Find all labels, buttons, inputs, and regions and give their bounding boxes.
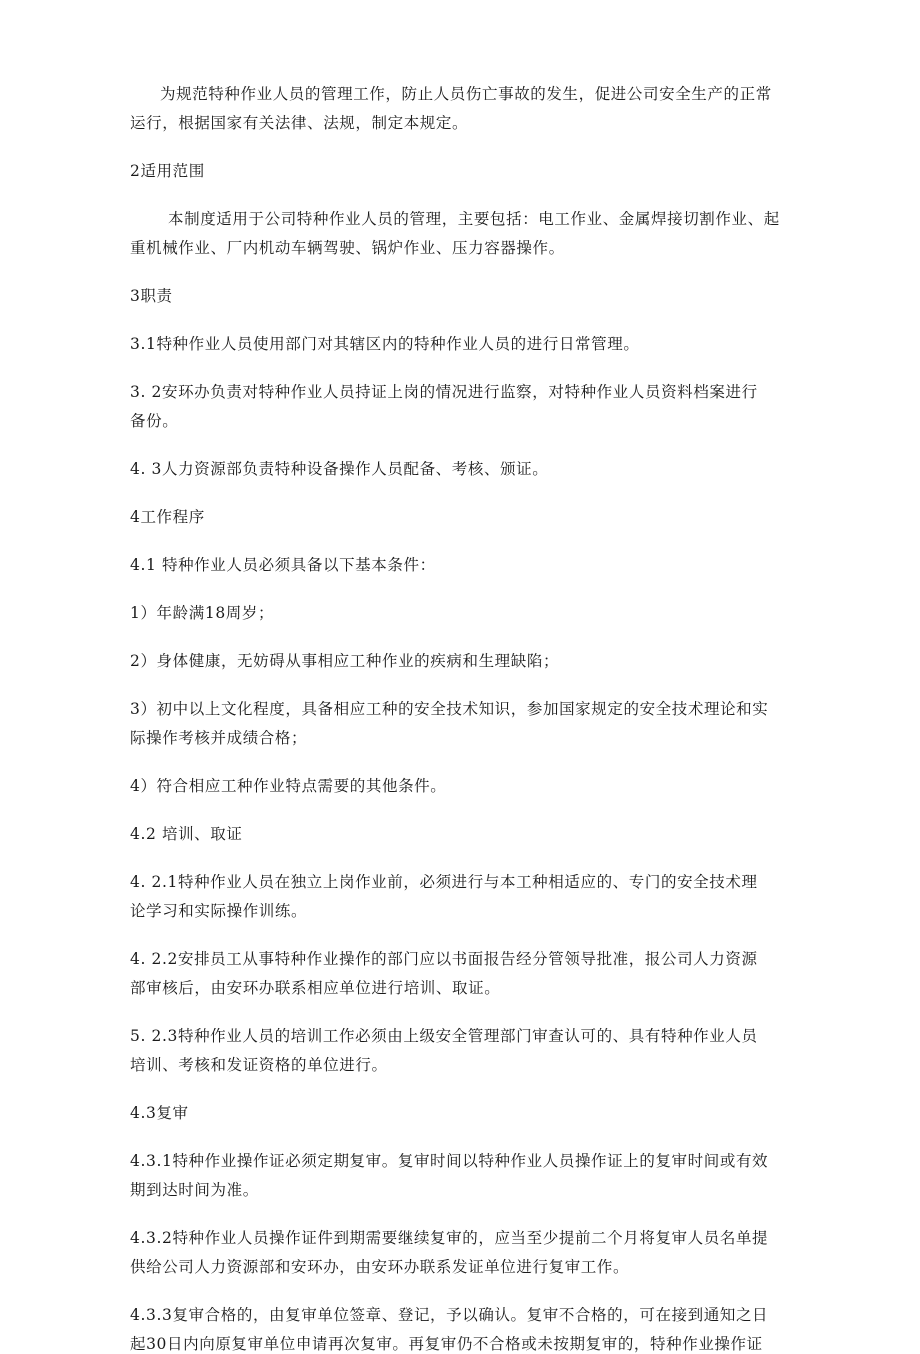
intro-line-1: 为规范特种作业人员的管理工作，防止人员伤亡事故的发生，促进公司安全生产的正常	[160, 85, 772, 103]
review-4-3-2-line-1: 4.3.2特种作业人员操作证件到期需要继续复审的，应当至少提前二个月将复审人员名单提	[130, 1229, 769, 1247]
training-4-2-3-line-2: 培训、考核和发证资格的单位进行。	[130, 1056, 388, 1074]
condition-4: 4）符合相应工种作业特点需要的其他条件。	[130, 777, 447, 795]
training-4-2-2-line-2: 部审核后，由安环办联系相应单位进行培训、取证。	[130, 979, 501, 997]
scope-line-2: 重机械作业、厂内机动车辆驾驶、锅炉作业、压力容器操作。	[130, 239, 565, 257]
training-4-2-1-line-1: 4. 2.1特种作业人员在独立上岗作业前，必须进行与本工种相适应的、专门的安全技术理	[130, 873, 758, 891]
procedure-4-1: 4.1 特种作业人员必须具备以下基本条件：	[130, 556, 436, 574]
subheading-training: 4.2 培训、取证	[130, 825, 243, 843]
training-4-2-3-line-1: 5. 2.3特种作业人员的培训工作必须由上级安全管理部门审查认可的、具有特种作业人员	[130, 1027, 758, 1045]
training-4-2-1-line-2: 论学习和实际操作训练。	[130, 902, 308, 920]
duty-3-2-line-2: 备份。	[130, 412, 179, 430]
condition-3-line-1: 3）初中以上文化程度，具备相应工种的安全技术知识，参加国家规定的安全技术理论和实	[130, 700, 769, 718]
intro-line-2: 运行，根据国家有关法律、法规，制定本规定。	[130, 114, 469, 132]
duty-3-1: 3.1特种作业人员使用部门对其辖区内的特种作业人员的进行日常管理。	[130, 335, 640, 353]
training-4-2-2-line-1: 4. 2.2安排员工从事特种作业操作的部门应以书面报告经分管领导批准，报公司人力资源	[130, 950, 758, 968]
condition-1: 1）年龄满18周岁；	[130, 604, 275, 622]
scope-line-1: 本制度适用于公司特种作业人员的管理，主要包括：电工作业、金属焊接切割作业、起	[168, 210, 780, 228]
review-4-3-2-line-2: 供给公司人力资源部和安环办，由安环办联系发证单位进行复审工作。	[130, 1258, 630, 1276]
condition-2: 2）身体健康，无妨碍从事相应工种作业的疾病和生理缺陷；	[130, 652, 560, 670]
duty-3-2-line-1: 3. 2安环办负责对特种作业人员持证上岗的情况进行监察，对特种作业人员资料档案进行	[130, 383, 758, 401]
condition-3-line-2: 际操作考核并成绩合格；	[130, 729, 308, 747]
review-4-3-3-line-1: 4.3.3复审合格的，由复审单位签章、登记，予以确认。复审不合格的，可在接到通知之日	[130, 1306, 769, 1324]
review-4-3-1-line-2: 期到达时间为准。	[130, 1181, 259, 1199]
review-4-3-3-line-2: 起30日内向原复审单位申请再次复审。再复审仍不合格或未按期复审的，特种作业操作证	[130, 1335, 763, 1353]
section-heading-scope: 2适用范围	[130, 162, 205, 180]
section-heading-procedure: 4工作程序	[130, 508, 205, 526]
duty-4-3: 4. 3人力资源部负责特种设备操作人员配备、考核、颁证。	[130, 460, 549, 478]
subheading-review: 4.3复审	[130, 1104, 189, 1122]
review-4-3-1-line-1: 4.3.1特种作业操作证必须定期复审。复审时间以特种作业人员操作证上的复审时间或有效	[130, 1152, 769, 1170]
document-body	[130, 84, 814, 1354]
section-heading-duties: 3职责	[130, 287, 173, 305]
